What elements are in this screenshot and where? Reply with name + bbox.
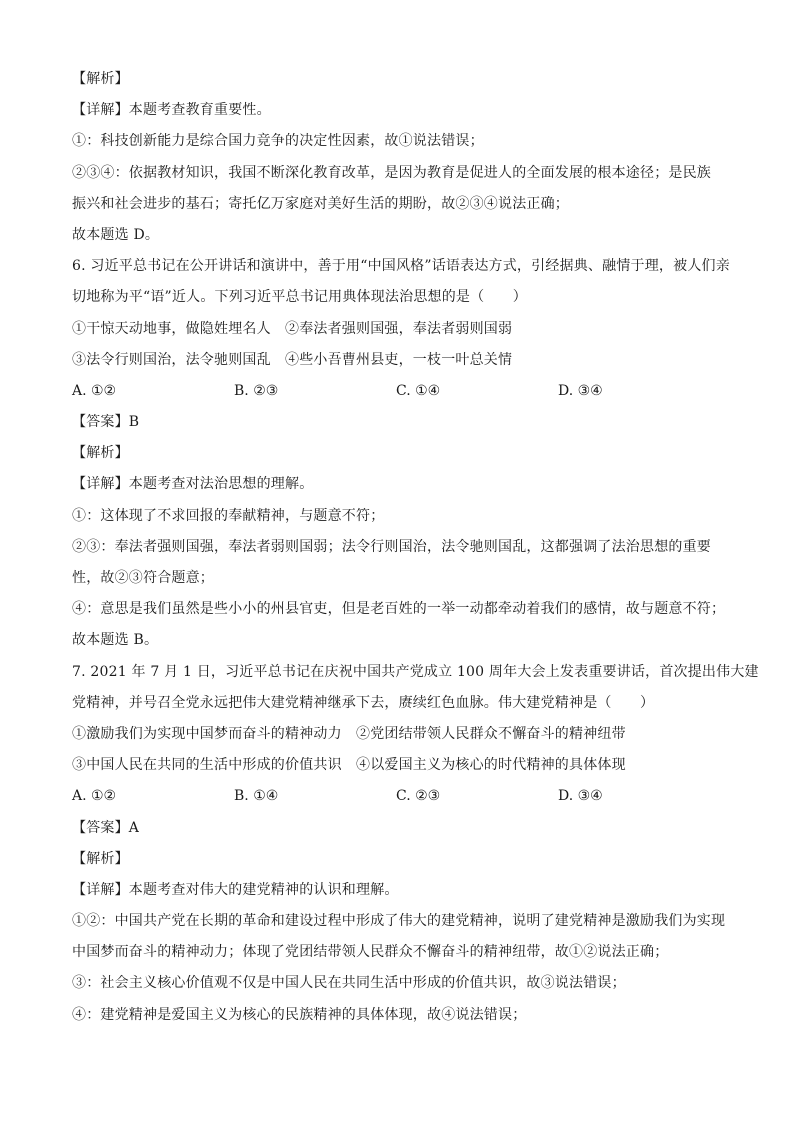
q7-answer: 【答案】A — [72, 819, 140, 836]
q6-point-1: ①：这体现了不求回报的奉献精神，与题意不符； — [72, 507, 385, 524]
q7-point-1a: ①②：中国共产党在长期的革命和建设过程中形成了伟大的建党精神，说明了建党精神是激励我们为实现 — [72, 913, 726, 930]
q7-option-a: A. ①② — [72, 788, 117, 805]
q7-detail: 【详解】本题考查对伟大的建党精神的认识和理解。 — [72, 881, 399, 898]
q6-answer: 【答案】B — [72, 414, 140, 431]
q6-detail: 【详解】本题考查对法治思想的理解。 — [72, 476, 314, 493]
q5-detail: 【详解】本题考查教育重要性。 — [72, 102, 271, 119]
q7-point-1b: 中国梦而奋斗的精神动力；体现了党团结带领人民群众不懈奋斗的精神纽带，故①②说法正确； — [72, 944, 669, 961]
q5-analysis-label: 【解析】 — [72, 71, 129, 87]
q6-point-2a: ②③：奉法者强则国强，奉法者弱则国弱；法令行则国治，法令驰则国乱，这都强调了法治思想的重要 — [72, 538, 711, 555]
q7-analysis-label: 【解析】 — [72, 850, 129, 867]
q7-stem-a: 7. 2021 年 7 月 1 日，习近平总书记在庆祝中国共产党成立 100 周年大会上发表重要讲话，首次提出伟大建 — [72, 663, 759, 680]
q7-option-c: C. ②③ — [396, 788, 441, 805]
q7-stem-b: 党精神，并号召全党永远把伟大建党精神继承下去，赓续红色血脉。伟大建党精神是（ ） — [72, 694, 655, 711]
q6-conclusion: 故本题选 B。 — [72, 632, 159, 649]
q7-items-b: ③中国人民在共同的生活中形成的价值共识 ④以爱国主义为核心的时代精神的具体体现 — [72, 757, 626, 774]
q6-option-d: D. ③④ — [558, 382, 603, 399]
q6-stem-a: 6. 习近平总书记在公开讲话和演讲中，善于用“中国风格”话语表达方式，引经据典、融情于理，被人们亲 — [72, 258, 730, 275]
q6-option-b: B. ②③ — [234, 382, 279, 399]
q6-point-2b: 性，故②③符合题意； — [72, 570, 214, 586]
q6-stem-b: 切地称为平“语”近人。下列习近平总书记用典体现法治思想的是（ ） — [72, 289, 527, 306]
q7-option-d: D. ③④ — [558, 788, 603, 805]
q6-option-c: C. ①④ — [396, 382, 441, 399]
q5-conclusion: 故本题选 D。 — [72, 226, 160, 243]
document-content — [72, 64, 759, 1031]
q6-option-a: A. ①② — [72, 382, 117, 399]
q6-point-3: ④：意思是我们虽然是些小小的州县官吏，但是老百姓的一举一动都牵动着我们的感情，故与题意不符； — [72, 601, 726, 618]
q5-point-2b: 振兴和社会进步的基石；寄托亿万家庭对美好生活的期盼，故②③④说法正确； — [72, 195, 569, 212]
q7-options — [72, 781, 726, 812]
q5-point-2a: ②③④：依据教材知识，我国不断深化教育改革，是因为教育是促进人的全面发展的根本途径；是民族 — [72, 164, 711, 181]
q7-option-b: B. ①④ — [234, 788, 279, 805]
q7-point-2: ③：社会主义核心价值观不仅是中国人民在共同生活中形成的价值共识，故③说法错误； — [72, 975, 626, 992]
q7-point-3: ④：建党精神是爱国主义为核心的民族精神的具体体现，故④说法错误； — [72, 1006, 527, 1023]
q5-point-1: ①：科技创新能力是综合国力竞争的决定性因素，故①说法错误； — [72, 133, 484, 150]
q6-items-b: ③法令行则国治，法令驰则国乱 ④些小吾曹州县吏，一枝一叶总关情 — [72, 351, 513, 368]
q6-analysis-label: 【解析】 — [72, 445, 129, 462]
q7-items-a: ①激励我们为实现中国梦而奋斗的精神动力 ②党团结带领人民群众不懈奋斗的精神纽带 — [72, 725, 626, 742]
q6-items-a: ①干惊天动地事，做隐姓埋名人 ②奉法者强则国强，奉法者弱则国弱 — [72, 320, 513, 337]
q6-options — [72, 376, 726, 407]
